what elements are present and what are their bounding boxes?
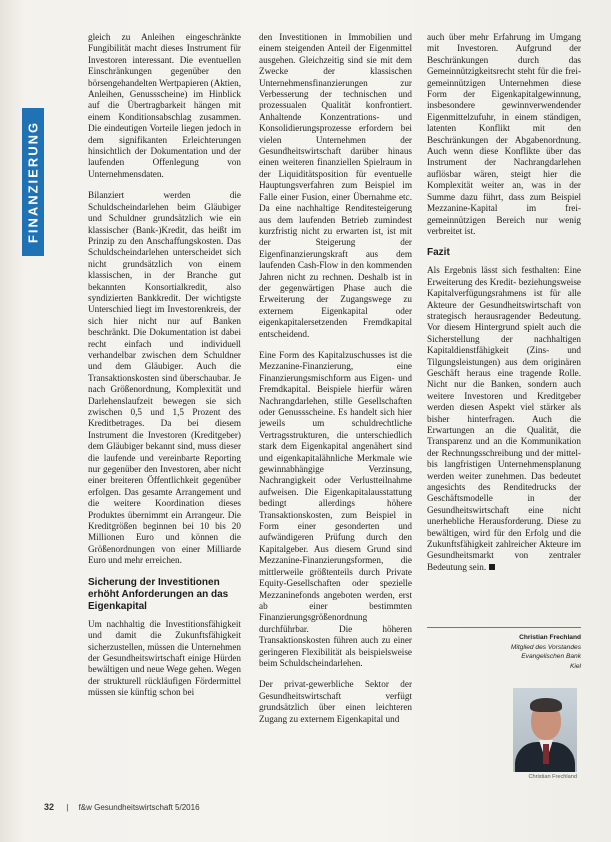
- end-of-article-mark: [489, 564, 495, 570]
- column-2: [259, 32, 412, 735]
- closing-paragraph-text: Als Ergebnis lässt sich festhalten: Eine Erweiterung des Kredit- beziehungsweise Kapitalverfügungsrahmens ist für alle Akteure der Gesundheitswirtschaft von strategisch herausragender Bedeutung. Vor diesem Hintergrund spielt auch die Sicherstellung der nachhaltigen Kapitaldienstfähigkeit (Zins- und Tilgungsleistungen) aus dem originären Geschäft heraus eine tragende Rolle. Nicht nur die Banken, sondern auch weitere Investoren und Kreditgeber werden diesen Aspekt viel stärker als bisher hinterfragen. Auch die Erwartungen an die Qualität, die Transparenz und an die Kommunikation der Rechnungsschreibung und der mittel- bis langfristigen Unternehmensplanung werden weiter zunehmen. Das bedeutet angesichts des Renditedrucks der Geschäftsmodelle in der Gesundheitswirtschaft eine nicht unerhebliche Herausforderung. Diese zu bewältigen, wird für den Erfolg und die Zukunftsfähigkeit zahlreicher Akteure im Gesundheitsmarkt von zentraler Bedeutung sein.: [427, 265, 581, 572]
- author-name: Christian Frechland: [519, 634, 581, 641]
- column-1: [88, 32, 241, 709]
- body-paragraph: gleich zu Anleihen eingeschränkte Fungibilität macht dieses Instrument für Investoren interessant. Die eventuellen Einschränkungen gegenüber den börsengehandelten Wertpapieren (Aktien, Anleihen, Genussscheine) im Hinblick auf die Übertragbarkeit hängen mit einem Konditionsabschlag zusammen. Die eindeutigen Vorteile liegen jedoch in dem signifikanten Erleichterungen hinsichtlich der Dokumentation und der laufenden Offenlegung von Unternehmensdaten.: [88, 32, 241, 179]
- photo-tie: [543, 744, 549, 764]
- section-heading: Fazit: [427, 247, 450, 259]
- section-label: FINANZIERUNG: [25, 120, 41, 244]
- page-number: 32: [44, 802, 55, 812]
- photo-hair: [530, 698, 562, 712]
- section-tab: [22, 108, 44, 256]
- author-divider: [427, 627, 581, 628]
- publication-name: f&w Gesundheitswirtschaft 5/2016: [78, 803, 200, 812]
- body-paragraph: auch über mehr Erfahrung im Umgang mit Investoren. Aufgrund der Beschränkungen durch das Gemeinnützigkeitsrecht steht für die frei-gemeinnützigen Unternehmen diese Form der Eigenkapitalgewinnung, insbesondere gewinnverwendender Eigenmittelzufuhr, in einem ständigen, latenten Konflikt mit den Beschränkungen der Abgabenordnung. Auch wenn diese Konflikte über das Instrument der Nachrangdarlehen auflösbar wären, steigt hier die Komplexität weiter an, was in der Summe dazu führt, dass zum Beispiel Mezzanine-Kapital im frei-gemeinnützigen Bereich nur wenig verbreitet ist.: [427, 32, 581, 236]
- author-box: [427, 633, 581, 671]
- author-photo: [513, 688, 577, 772]
- body-paragraph: Eine Form des Kapitalzuschusses ist die Mezzanine-Finanzierung, eine Finanzierungsmischform aus Eigen- und Fremdkapital. Beispiele hierfür wären Nachrangdarlehen, stille Gesellschaften oder Genussscheine. Es handelt sich hier jeweils um schuldrechtliche Vertragsstrukturen, die unterschiedlich stark dem Eigenkapital angenähert sind und eigenkapitalähnliche Merkmale wie gewinnabhängige Verzinsung, Nachrangigkeit oder Verlustteilnahme aufweisen. Die Eigenkapitalausstattung bedingt allerdings höhere Transaktionskosten, zum Beispiel in Form einer gesonderten und aufwändigeren Prüfung durch den Kapitalgeber. Aus diesem Grund sind Mezzanine-Finanzierungsformen, die mittlerweile größtenteils durch Private Equity-Gesellschaften oder spezielle Mezzaninefonds angeboten werden, erst ab einer bestimmten Finanzierungsgrößenordnung durchführbar. Die höheren Transaktionskosten führen auch zu einer geringeren Flexibilität als beispielsweise beim Schuldscheindarlehen.: [259, 349, 412, 668]
- section-heading: Sicherung der Investitionen erhöht Anforderungen an das Eigenkapital: [88, 576, 229, 612]
- author-city: Kiel: [570, 662, 581, 670]
- page-footer: [44, 802, 200, 812]
- author-role: Mitglied des Vorstandes: [510, 643, 581, 651]
- body-paragraph: den Investitionen in Immobilien und einem steigenden Anteil der Eigenmittel ausgehen. Gleichzeitig sind sie mit dem Zwecke der klassischen Unternehmensfinanzierungen zur Verbesserung der technischen und prozessualen Qualität konfrontiert. Anhaltende Konzentrations- und Konsolidierungsprozesse erfordern bei vielen Unternehmen der Gesundheitswirtschaft darüber hinaus einen weiteren finanziellen Spielraum in der Liquiditätsposition für eventuelle Hauptungsverfahren zum Beispiel im Falle einer Fusion, einer Übernahme etc. Da eine nachhaltige Renditesteigerung aus dem laufenden Betrieb zumindest kurzfristig nicht zu erwarten ist, ist mit der Steigerung der Eigenfinanzierungskraft aus dem laufenden Cash-Flow in den kommenden Jahren nicht zu rechnen. Deshalb ist in der gegenwärtigen Phase auch die Erweiterung der Zugangswege zu externem Eigenkapital oder eigenkapitalersetzenden Fremdkapital entscheidend.: [259, 32, 412, 339]
- body-paragraph: Bilanziert werden die Schuldscheindarlehen beim Gläubiger und Schuldner grundsätzlich wie ein klassischer (Bank-)Kredit, das heißt im Prinzip zu den Anschaffungskosten. Das Schuldscheindarlehen unterscheidet sich nicht grundsätzlich von einem klassischen, in der Branche gut bekannten Konsortialkredit, also syndizierten Bankkredit. Der wichtigste Unterschied liegt im Investorenkreis, der sich hier nicht nur auf Banken beschränkt. Die Dokumentation ist dabei recht einfach und individuell verhandelbar zwischen dem Schuldner und dem Gläubiger. Auch die Transaktionskosten sind überschaubar. Je nach Größenordnung, Komplexität und Darlehenslaufzeit bewegen sie sich zwischen 0,5 und 1,5 Prozent des Kreditbetrages. Da bei diesem Instrument die Investoren (Kreditgeber) dem Gläubiger bekannt sind, muss dieser die laufende und vereinbarte Reporting nur gegenüber den Investoren, aber nicht einer breiteren Öffentlichkeit gegenüber erfolgen. Das gesamte Arrangement und die weitere Koordination dieses Produktes übernimmt ein Arrangeur. Die Kreditgrößen beginnen bei 10 bis 20 Millionen Euro und können die Größenordnungen von einer Milliarde Euro und mehr erreichen.: [88, 190, 241, 566]
- footer-separator: |: [66, 803, 69, 812]
- body-paragraph: Der privat-gewerbliche Sektor der Gesundheitswirtschaft verfügt grundsätzlich über einen leichteren Zugang zu externem Eigenkapital und: [259, 679, 412, 724]
- body-paragraph: [427, 265, 581, 573]
- photo-caption: Christian Frechland: [528, 774, 577, 780]
- author-organization: Evangelischen Bank: [521, 653, 581, 660]
- body-paragraph: Um nachhaltig die Investitionsfähigkeit und damit die Zukunftsfähigkeit sicherzustellen, müssen die Unternehmen der Gesundheitswirtschaft einige Hürden bewältigen und neue Wege gehen. Wegen der strukturell rückläufigen Fördermittel müssen sie künftig schon bei: [88, 618, 241, 698]
- column-3: [427, 32, 581, 583]
